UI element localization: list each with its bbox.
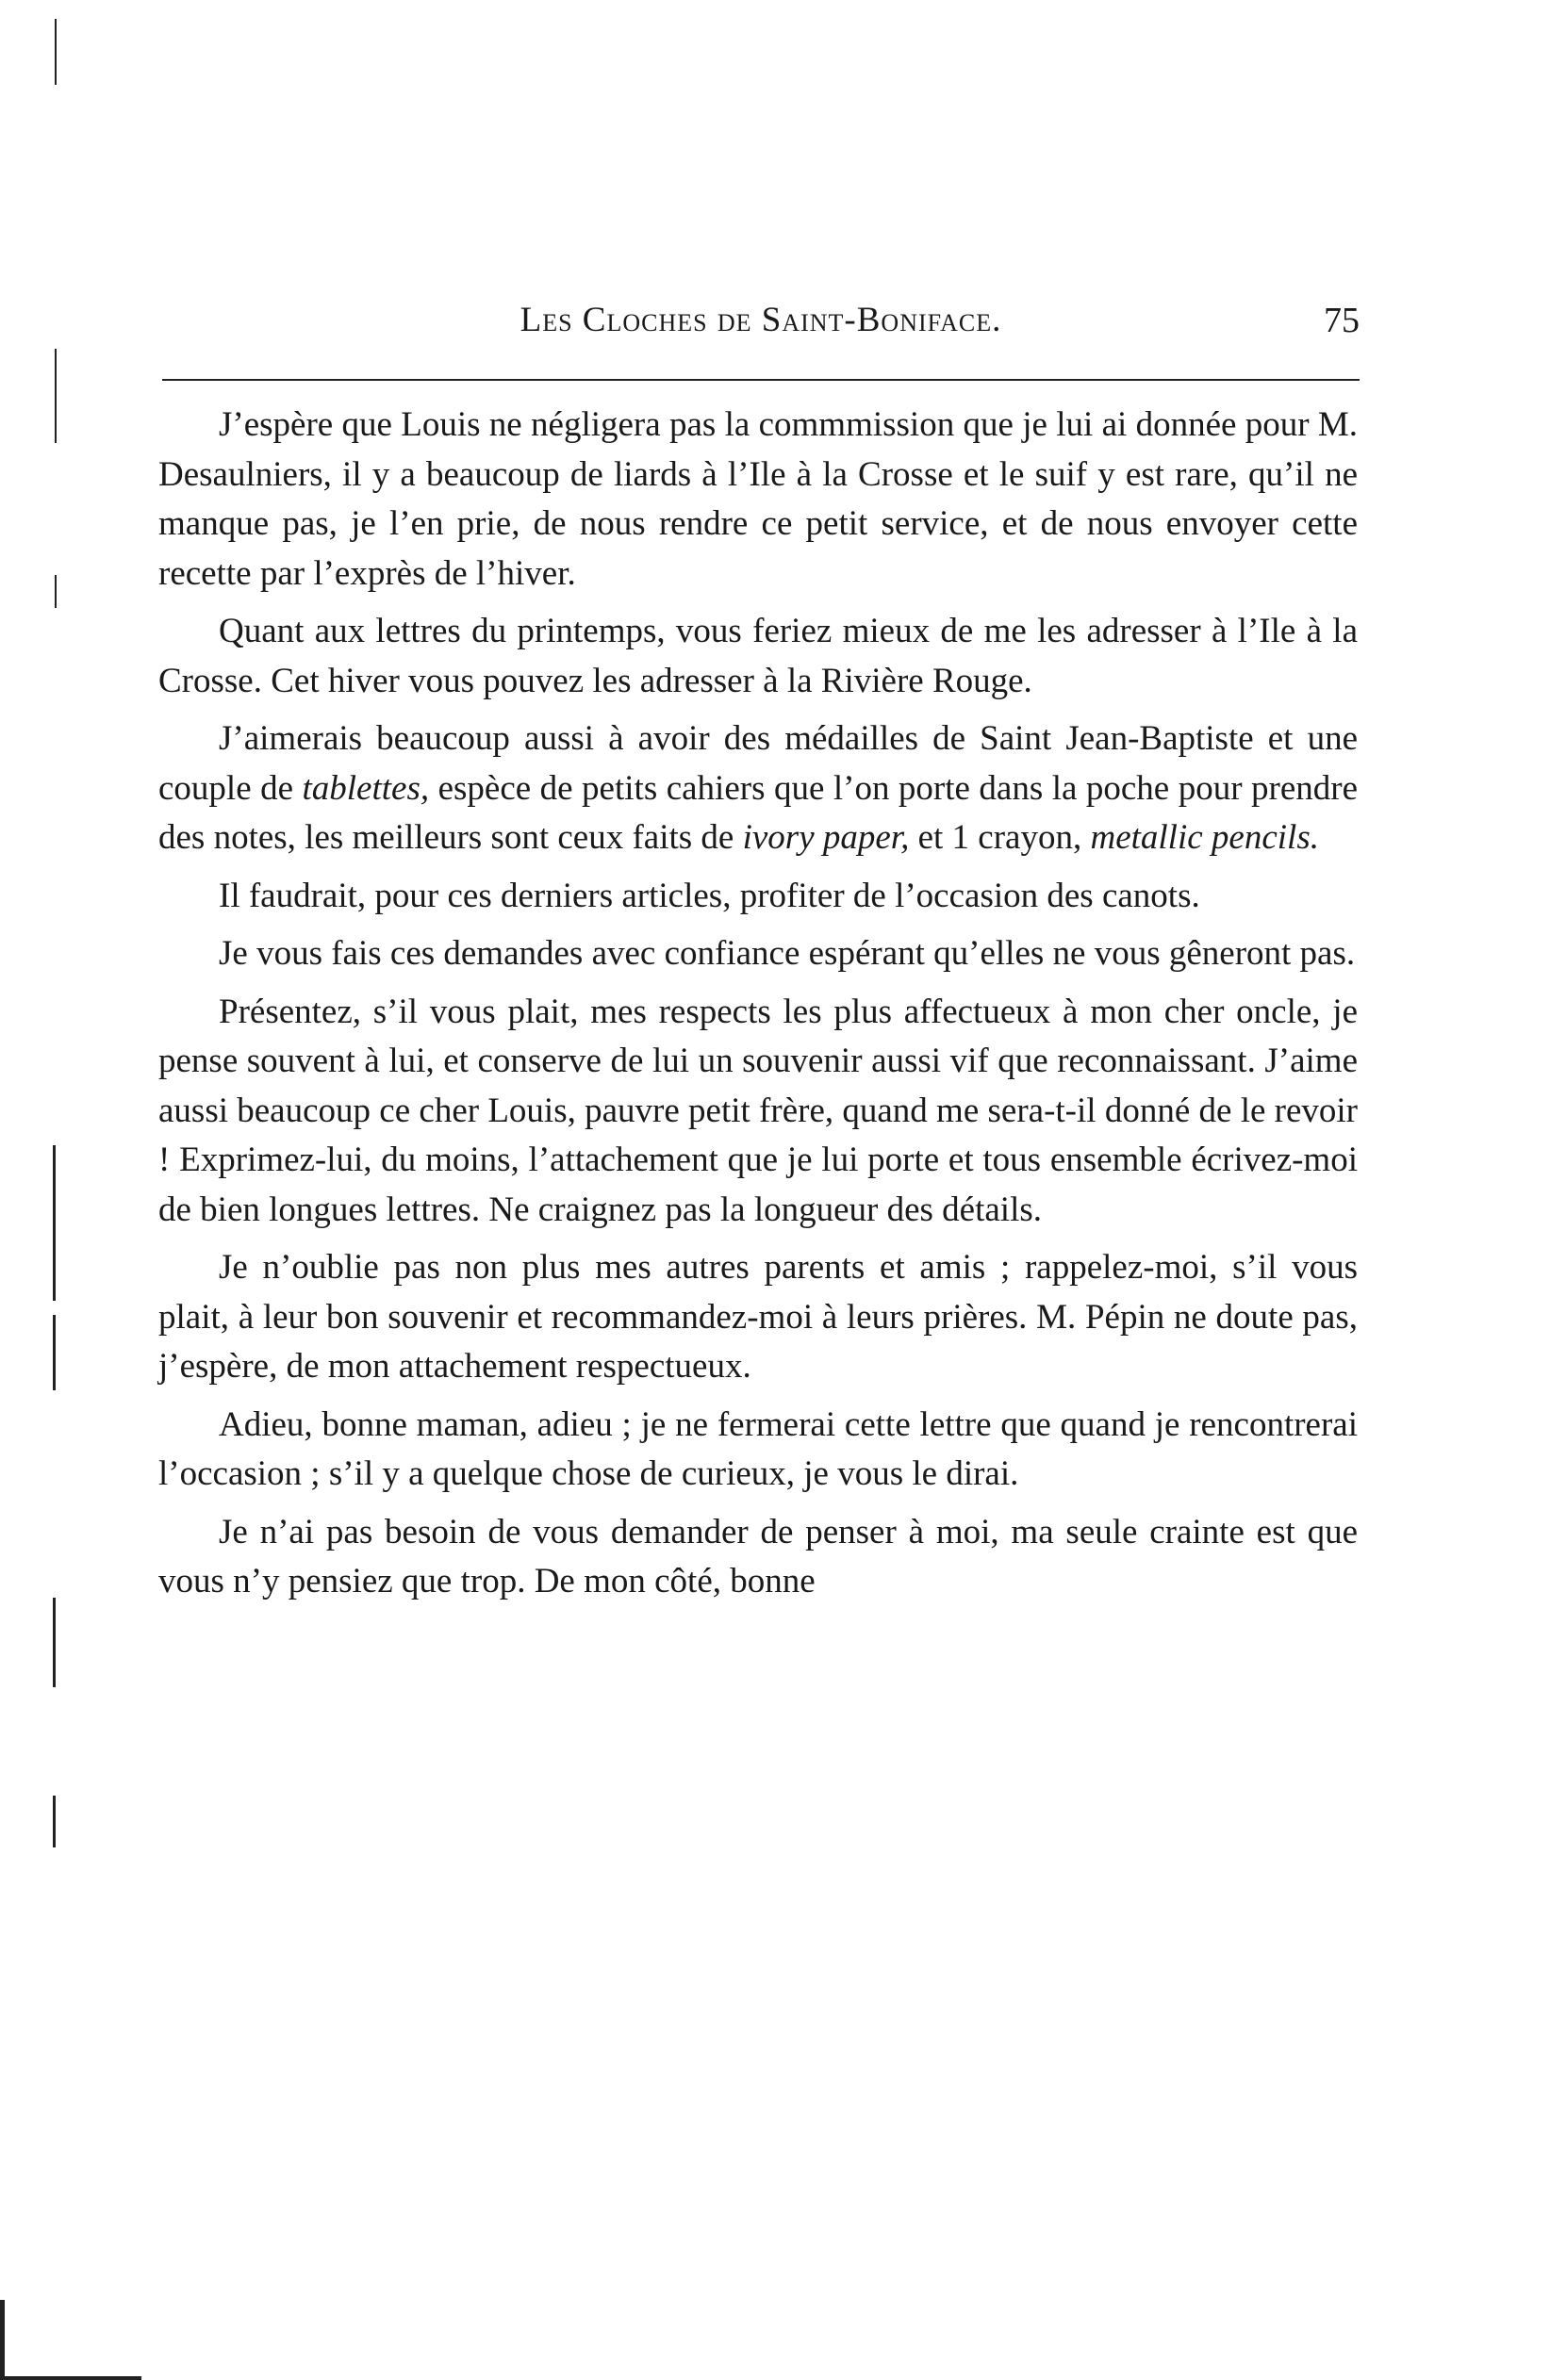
text-run: Présentez, s’il vous plait, mes respects les plus affectueux à mon cher oncle, je pense souvent à lui, et conserve de lui un souvenir aussi vif que reconnaissant. J’aime aussi beaucoup ce cher Louis, pauvre petit frère, quand me sera-t-il donné de le revoir ! Exprimez-lui, du moins, l’attachement que je lui porte et tous ensemble écrivez-moi de bien longues lettres. Ne craignez pas la longueur des détails. — [158, 992, 1358, 1229]
paragraph — [158, 607, 1358, 706]
italic-term: metallic pencils. — [1090, 818, 1319, 857]
paragraph — [158, 988, 1358, 1236]
scan-margin-mark — [55, 349, 57, 443]
scan-margin-mark — [55, 575, 57, 608]
paragraph — [158, 1401, 1358, 1500]
scan-margin-mark — [53, 1315, 56, 1390]
italic-term: ivory paper, — [742, 818, 910, 857]
scan-margin-mark — [53, 1796, 56, 1847]
paragraph — [158, 401, 1358, 599]
italic-term: tablettes, — [302, 768, 430, 808]
page-number: 75 — [1324, 301, 1360, 340]
paragraph — [158, 872, 1358, 922]
running-head — [162, 300, 1360, 347]
running-title: Les Cloches de Saint-Boniface. — [519, 301, 1002, 339]
scan-margin-mark — [55, 19, 57, 85]
scan-margin-mark — [53, 1145, 56, 1301]
body-text — [158, 401, 1358, 1616]
text-run: Je n’ai pas besoin de vous demander de penser à moi, ma seule crainte est que vous n’y pensiez que trop. De mon côté, bonne — [158, 1512, 1358, 1600]
text-run: et 1 crayon, — [909, 818, 1091, 857]
scan-corner-mark — [0, 2300, 141, 2380]
text-run: J’aimerais beaucoup aussi à avoir des médailles de Saint Jean-Baptiste et une couple de — [158, 719, 1358, 808]
paragraph — [158, 1243, 1358, 1392]
text-run: Il faudrait, pour ces derniers articles, profiter de l’occasion des canots. — [219, 876, 1200, 915]
text-run: Quant aux lettres du printemps, vous feriez mieux de me les adresser à l’Ile à la Crosse. Cet hiver vous pouvez les adresser à la Rivière Rouge. — [158, 612, 1358, 700]
header-rule — [162, 379, 1360, 381]
paragraph — [158, 714, 1358, 863]
paragraph — [158, 929, 1358, 979]
text-run: J’espère que Louis ne négligera pas la commmission que je lui ai donnée pour M. Desaulniers, il y a beaucoup de liards à l’Ile à la Crosse et le suif y est rare, qu’il ne manque pas, je l’en prie, de nous rendre ce petit service, et de nous envoyer cette recette par l’exprès de l’hiver. — [158, 405, 1358, 593]
text-run: Je vous fais ces demandes avec confiance espérant qu’elles ne vous gêneront pas. — [219, 934, 1356, 973]
paragraph — [158, 1508, 1358, 1607]
text-run: espèce de petits cahiers que l’on porte dans la poche pour prendre des notes, les meilleurs sont ceux faits de — [158, 768, 1358, 857]
scan-margin-mark — [53, 1598, 56, 1687]
text-run: Adieu, bonne maman, adieu ; je ne fermerai cette lettre que quand je rencontrerai l’occasion ; s’il y a quelque chose de curieux, je vous le dirai. — [158, 1404, 1358, 1493]
text-run: Je n’oublie pas non plus mes autres parents et amis ; rappelez-moi, s’il vous plait, à leur bon souvenir et recommandez-moi à leurs prières. M. Pépin ne doute pas, j’espère, de mon attachement respectueux. — [158, 1248, 1358, 1386]
